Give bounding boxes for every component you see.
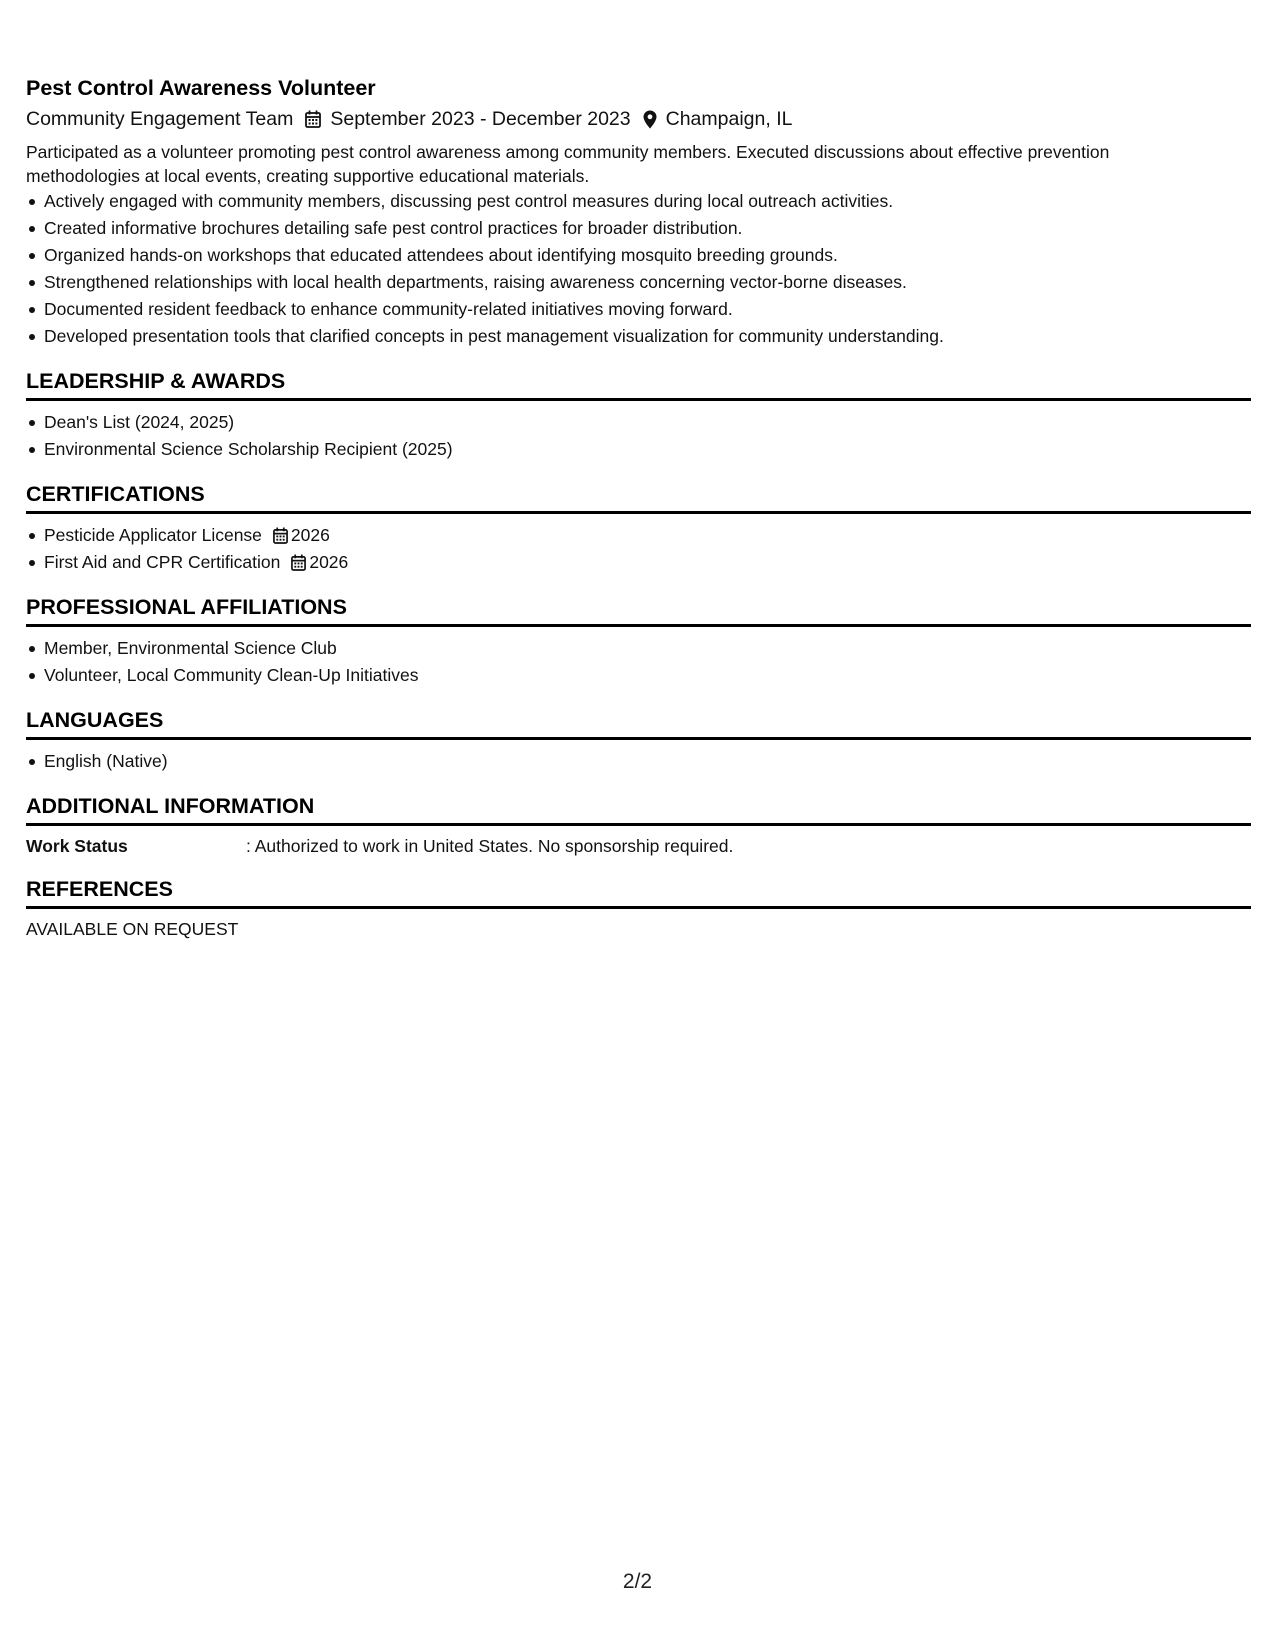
experience-dates: September 2023 - December 2023 bbox=[330, 108, 631, 130]
section-heading: PROFESSIONAL AFFILIATIONS bbox=[26, 593, 1251, 627]
list-item: Volunteer, Local Community Clean-Up Initiatives bbox=[26, 662, 1251, 689]
section-affiliations bbox=[26, 593, 1251, 689]
list-item: Documented resident feedback to enhance community-related initiatives moving forward. bbox=[26, 296, 1251, 323]
work-status-row bbox=[26, 834, 1251, 858]
section-heading: CERTIFICATIONS bbox=[26, 480, 1251, 514]
list-item: Environmental Science Scholarship Recipient (2025) bbox=[26, 436, 1251, 463]
work-status-value: : Authorized to work in United States. No sponsorship required. bbox=[246, 836, 734, 856]
section-leadership bbox=[26, 367, 1251, 463]
references-text: AVAILABLE ON REQUEST bbox=[26, 919, 239, 939]
certification-year: 2026 bbox=[290, 525, 330, 545]
list-item: Member, Environmental Science Club bbox=[26, 635, 1251, 662]
section-references bbox=[26, 875, 1251, 941]
list-item: Developed presentation tools that clarified concepts in pest management visualization for community understanding. bbox=[26, 323, 1251, 350]
section-heading: REFERENCES bbox=[26, 875, 1251, 909]
certifications-list bbox=[26, 522, 1251, 576]
leadership-list bbox=[26, 409, 1251, 463]
list-item: English (Native) bbox=[26, 748, 1251, 775]
section-certifications bbox=[26, 480, 1251, 576]
list-item bbox=[26, 522, 1251, 549]
section-heading: LEADERSHIP & AWARDS bbox=[26, 367, 1251, 401]
list-item: Created informative brochures detailing safe pest control practices for broader distribution. bbox=[26, 215, 1251, 242]
experience-title: Pest Control Awareness Volunteer bbox=[26, 76, 376, 100]
calendar-icon bbox=[305, 110, 321, 128]
experience-bullets bbox=[26, 188, 1251, 350]
list-item bbox=[26, 549, 1251, 576]
section-additional-information bbox=[26, 792, 1251, 858]
experience-summary: Participated as a volunteer promoting pest control awareness among community members. Executed discussions about effective prevention methodologies at local events, creating supportive educational materials. bbox=[26, 142, 1110, 186]
section-heading: LANGUAGES bbox=[26, 706, 1251, 740]
experience-entry bbox=[26, 74, 1251, 350]
calendar-icon bbox=[273, 527, 288, 544]
affiliations-list bbox=[26, 635, 1251, 689]
resume-page bbox=[26, 74, 1251, 941]
calendar-icon bbox=[291, 554, 306, 571]
list-item: Dean's List (2024, 2025) bbox=[26, 409, 1251, 436]
certification-name: First Aid and CPR Certification bbox=[44, 552, 281, 572]
map-pin-icon bbox=[643, 110, 657, 129]
list-item: Strengthened relationships with local health departments, raising awareness concerning vector-borne diseases. bbox=[26, 269, 1251, 296]
list-item: Actively engaged with community members, discussing pest control measures during local outreach activities. bbox=[26, 188, 1251, 215]
section-heading: ADDITIONAL INFORMATION bbox=[26, 792, 1251, 826]
certification-name: Pesticide Applicator License bbox=[44, 525, 262, 545]
work-status-label: Work Status bbox=[26, 836, 128, 856]
experience-organization: Community Engagement Team bbox=[26, 108, 294, 130]
experience-meta bbox=[26, 106, 1251, 132]
list-item: Organized hands-on workshops that educated attendees about identifying mosquito breeding grounds. bbox=[26, 242, 1251, 269]
experience-location: Champaign, IL bbox=[665, 108, 793, 130]
section-languages bbox=[26, 706, 1251, 775]
languages-list bbox=[26, 748, 1251, 775]
certification-year: 2026 bbox=[309, 552, 349, 572]
page-number: 2/2 bbox=[622, 1570, 653, 1593]
